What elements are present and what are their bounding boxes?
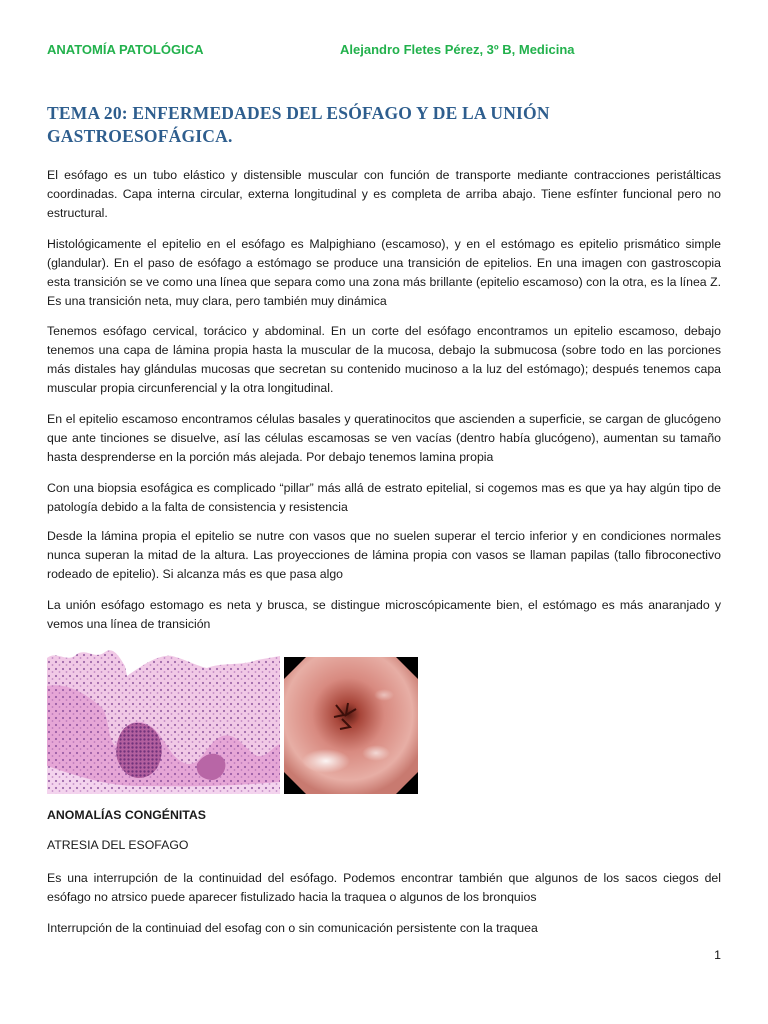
document-title: TEMA 20: ENFERMEDADES DEL ESÓFAGO Y DE LA UNIÓN GASTROESOFÁGICA.: [47, 103, 550, 146]
page-number: 1: [714, 948, 721, 962]
header-subject: ANATOMÍA PATOLÓGICA: [47, 42, 204, 57]
paragraph-9: Interrupción de la continuiad del esofag con o sin comunicación persistente con la traquea: [47, 921, 538, 935]
paragraph-5: Con una biopsia esofágica es complicado “pillar” más allá de estrato epitelial, si cogemos mas es que ya hay algún tipo de patología debido a la falta de consistencia y resistencia: [47, 481, 721, 514]
histology-image: [47, 646, 280, 794]
page-header: [47, 42, 721, 62]
paragraph-7: La unión esófago estomago es neta y brusca, se distingue microscópicamente bien, el estómago es más anaranjado y vemos una línea de transición: [47, 598, 721, 631]
paragraph-8: Es una interrupción de la continuidad del esófago. Podemos encontrar también que algunos de los sacos ciegos del esófago no atrsico puede aparecer fistulizado hacia la traquea o algunos de los bronquios: [47, 871, 721, 904]
subheading: ATRESIA DEL ESOFAGO: [47, 838, 189, 852]
paragraph-3: Tenemos esófago cervical, torácico y abdominal. En un corte del esófago encontramos un epitelio escamoso, debajo tenemos una capa de lámina propia hasta la muscular de la mucosa, debajo la submucosa (sobre todo en las porciones más distales hay glándulas mucosas que secretan su contenido mucinoso a la luz del estómago); después tenemos capa muscular propia circunferencial y la otra longitudinal.: [47, 324, 721, 395]
paragraph-4: En el epitelio escamoso encontramos células basales y queratinocitos que ascienden a superficie, se cargan de glucógeno que ante tinciones se disuelve, así las células escamosas se ven vacías (dentro había glucógeno), aumentan su tamaño hasta desprenderse en la porción más alejada. Por debajo tenemos lamina propia: [47, 412, 721, 464]
gastroscopy-image: [284, 657, 418, 794]
header-author: Alejandro Fletes Pérez, 3º B, Medicina: [340, 42, 575, 57]
paragraph-1: El esófago es un tubo elástico y distensible muscular con función de transporte mediante contracciones peristálticas coordinadas. Capa interna circular, externa longitudinal y es completa de arriba abajo. Tiene esfínter funcional pero no estructural.: [47, 168, 721, 220]
paragraph-2: Histológicamente el epitelio en el esófago es Malpighiano (escamoso), y en el estómago es epitelio prismático simple (glandular). En el paso de esófago a estómago se produce una transición de epitelios. En una imagen con gastroscopia esta transición se ve como una línea que separa como una zona más brillante (epitelio escamoso) con la otra, es la línea Z. Es una transición neta, muy clara, pero también muy dinámica: [47, 237, 721, 308]
section-heading: ANOMALÍAS CONGÉNITAS: [47, 808, 206, 822]
paragraph-6: Desde la lámina propia el epitelio se nutre con vasos que no suelen superar el tercio inferior y en condiciones normales nunca superan la mitad de la altura. Las proyecciones de lámina propia con vasos se llaman papilas (tallo fibroconectivo rodeado de epitelio). Si alcanza más es que pasa algo: [47, 529, 721, 581]
